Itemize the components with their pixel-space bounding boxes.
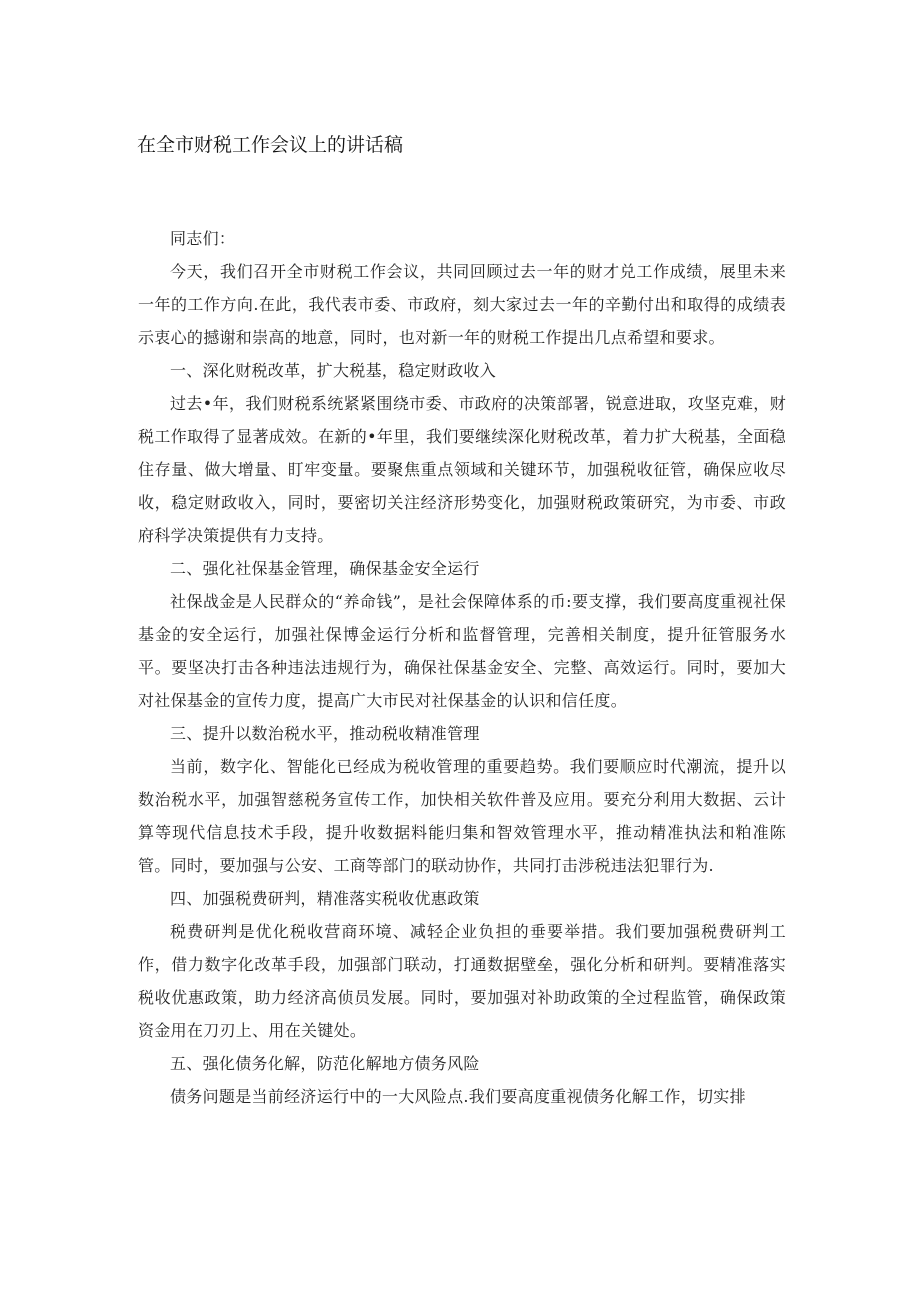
- greeting: 同志们：: [170, 229, 236, 248]
- section-body-3: 当前，数字化、智能化已经成为税收管理的重要趋势。我们要顺应时代潮流，提升以数治税水平，加强智慈税务宣传工作，加快相关软件普及应用。要充分利用大数据、云计算等现代信息技术手段，提升收数据料能归集和智效管理水平，推动精准执法和粕准陈管。同时，要加强与公安、工商等部门的联动协作，共同打击涉税违法犯罪行为.: [138, 757, 786, 875]
- intro-paragraph: 今天，我们召开全市财税工作会议，共同回顾过去一年的财才兑工作成绩，展里未来一年的工作方向.在此，我代表市委、市政府，刻大家过去一年的辛勤付出和取得的成绩表示衷心的撼谢和崇高的地意，同时，也对新一年的财税工作提出几点希望和要求。: [138, 262, 786, 347]
- section-heading-3: 三、提升以数治税水平，推动税收精准管理: [170, 724, 480, 743]
- section-body-1: 过去•年，我们财税系统紧紧围绕市委、市政府的决策部署，锐意进取，攻坚克难，财税工作取得了显著成效。在新的•年里，我们要继续深化财税改革，着力扩大税基，全面稳住存量、做大增量、盯牢变量。要聚焦重点领域和关键环节，加强税收征管，确保应收尽收，稳定财政收入，同时，要密切关注经济形势变化，加强财税政策研究，为市委、市政府科学决策提供有力支持。: [138, 394, 786, 545]
- section-heading-1: 一、深化财税改革，扩大税基，稳定财政收入: [170, 361, 497, 380]
- section-heading-2: 二、强化社保基金管理，确保基金安全运行: [170, 559, 480, 578]
- document-title: 在全市财税工作会议上的讲话稿: [137, 134, 404, 156]
- section-body-4: 税费研判是优化税收营商环境、减轻企业负担的垂要举措。我们要加强税费研判工作，借力数字化改革手段，加强部门联动，打通数据壁垒，强化分析和研判。要精准落实税收优惠政策，助力经济高侦员发展。同时，要加强对补助政策的全过程监管，确保政策资金用在刀刃上、用在关键处。: [138, 922, 786, 1040]
- section-heading-4: 四、加强税费研判，精准落实税收优惠政策: [170, 889, 480, 908]
- section-body-5: 债务问题是当前经济运行中的一大风险点.我们要高度重视债务化解工作，切实排: [170, 1087, 746, 1106]
- section-heading-5: 五、强化债务化解，防范化解地方债务风险: [170, 1054, 480, 1073]
- section-body-2: 社保战金是人民群众的“养命钱”，是社会保障体系的币:要支撑，我们要高度重视社保基金的安全运行，加强社保博金运行分析和监督管理，完善相关制度，提升征管服务水平。要坚决打击各种违法违规行为，确保社保基金安全、完整、高效运行。同时，要加大对社保基金的宣传力度，提高广大市民对社保基金的认识和信任度。: [138, 592, 786, 710]
- document-body: [138, 222, 786, 1113]
